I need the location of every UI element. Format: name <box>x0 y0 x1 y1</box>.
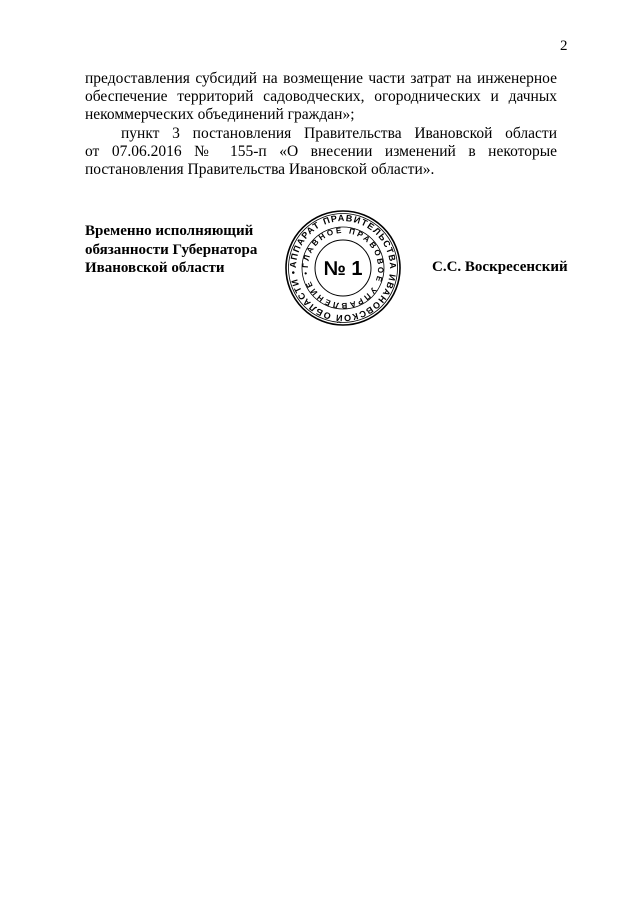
paragraph <box>85 125 557 180</box>
position-line: Временно исполняющий <box>85 223 254 239</box>
text-line: обеспечение территорий садоводческих, огороднических и дачных <box>85 88 557 106</box>
stamp-inner-text: ГЛАВНОЕ ПРАВОВОЕ УПРАВЛЕНИЕ • <box>300 225 386 311</box>
text-line: постановления Правительства Ивановской области». <box>85 161 435 179</box>
page-number: 2 <box>560 38 568 54</box>
stamp-center-text: № 1 <box>323 258 363 280</box>
position-line: обязанности Губернатора <box>85 241 258 258</box>
text-line: от 07.06.2016 № 155-п «О внесении изменений в некоторые <box>85 142 557 160</box>
position-line: Ивановской области <box>85 260 225 276</box>
document-body <box>85 70 557 179</box>
official-stamp <box>284 209 402 327</box>
text-line: предоставления субсидий на возмещение части затрат на инженерное <box>85 70 557 87</box>
signatory-name: С.С. Воскресенский <box>432 259 568 275</box>
text-line: пункт 3 постановления Правительства Ивановской области <box>121 124 557 142</box>
text-line: некоммерческих объединений граждан»; <box>85 106 355 124</box>
signatory-position <box>85 222 257 278</box>
stamp-outer-text: АППАРАТ ПРАВИТЕЛЬСТВА ИВАНОВСКОЙ ОБЛАСТИ • <box>287 212 399 324</box>
paragraph <box>85 70 557 125</box>
